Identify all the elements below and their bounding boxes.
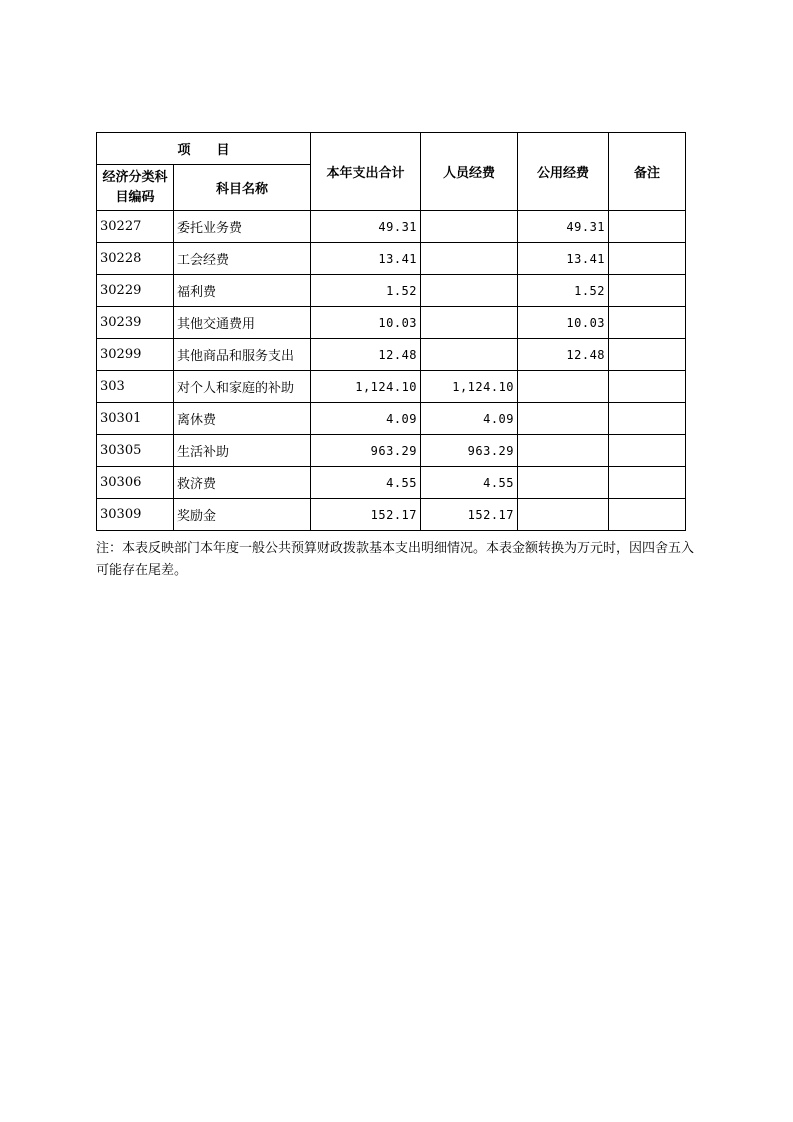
row-remarks (609, 435, 686, 467)
row-public: 12.48 (518, 339, 609, 371)
row-name: 其他商品和服务支出 (174, 339, 311, 371)
table-row (97, 371, 686, 403)
footnote: 注：本表反映部门本年度一般公共预算财政拨款基本支出明细情况。本表金额转换为万元时，因四舍五入可能存在尾差。 (96, 541, 695, 578)
row-name: 对个人和家庭的补助 (174, 371, 311, 403)
row-public: 10.03 (518, 307, 609, 339)
header-total: 本年支出合计 (311, 133, 421, 211)
row-public (518, 499, 609, 531)
header-name: 科目名称 (174, 165, 311, 211)
row-public: 49.31 (518, 211, 609, 243)
header-public: 公用经费 (518, 133, 609, 211)
row-remarks (609, 499, 686, 531)
row-code: 30301 (97, 403, 174, 435)
table-row (97, 275, 686, 307)
row-personnel (421, 243, 518, 275)
row-code: 303 (97, 371, 174, 403)
expenditure-table (96, 132, 686, 531)
row-remarks (609, 339, 686, 371)
header-personnel: 人员经费 (421, 133, 518, 211)
row-code: 30229 (97, 275, 174, 307)
row-remarks (609, 275, 686, 307)
row-total: 13.41 (311, 243, 421, 275)
row-total: 963.29 (311, 435, 421, 467)
row-personnel: 152.17 (421, 499, 518, 531)
table-row (97, 339, 686, 371)
row-name: 救济费 (174, 467, 311, 499)
row-total: 49.31 (311, 211, 421, 243)
table-row (97, 307, 686, 339)
row-public (518, 403, 609, 435)
row-name: 离休费 (174, 403, 311, 435)
row-code: 30309 (97, 499, 174, 531)
row-code: 30239 (97, 307, 174, 339)
row-total: 1.52 (311, 275, 421, 307)
row-total: 4.55 (311, 467, 421, 499)
row-public (518, 467, 609, 499)
row-name: 委托业务费 (174, 211, 311, 243)
row-name: 福利费 (174, 275, 311, 307)
row-public (518, 435, 609, 467)
table-row (97, 211, 686, 243)
row-code: 30299 (97, 339, 174, 371)
row-personnel (421, 275, 518, 307)
row-remarks (609, 211, 686, 243)
row-remarks (609, 307, 686, 339)
table-row (97, 243, 686, 275)
row-personnel: 963.29 (421, 435, 518, 467)
row-code: 30228 (97, 243, 174, 275)
header-code: 经济分类科目编码 (97, 165, 174, 211)
row-personnel: 1,124.10 (421, 371, 518, 403)
table-row (97, 403, 686, 435)
header-project: 项 目 (97, 133, 311, 165)
row-remarks (609, 403, 686, 435)
row-personnel: 4.55 (421, 467, 518, 499)
row-total: 4.09 (311, 403, 421, 435)
row-code: 30227 (97, 211, 174, 243)
row-personnel: 4.09 (421, 403, 518, 435)
row-total: 1,124.10 (311, 371, 421, 403)
row-public (518, 371, 609, 403)
row-personnel (421, 211, 518, 243)
row-name: 工会经费 (174, 243, 311, 275)
row-name: 奖励金 (174, 499, 311, 531)
header-remarks: 备注 (609, 133, 686, 211)
row-public: 13.41 (518, 243, 609, 275)
row-code: 30306 (97, 467, 174, 499)
row-remarks (609, 243, 686, 275)
row-remarks (609, 467, 686, 499)
table-row (97, 499, 686, 531)
table-row (97, 467, 686, 499)
row-name: 其他交通费用 (174, 307, 311, 339)
row-total: 12.48 (311, 339, 421, 371)
row-code: 30305 (97, 435, 174, 467)
row-total: 10.03 (311, 307, 421, 339)
row-total: 152.17 (311, 499, 421, 531)
row-name: 生活补助 (174, 435, 311, 467)
row-personnel (421, 339, 518, 371)
table-row (97, 435, 686, 467)
row-remarks (609, 371, 686, 403)
table-body (97, 211, 686, 531)
row-personnel (421, 307, 518, 339)
row-public: 1.52 (518, 275, 609, 307)
